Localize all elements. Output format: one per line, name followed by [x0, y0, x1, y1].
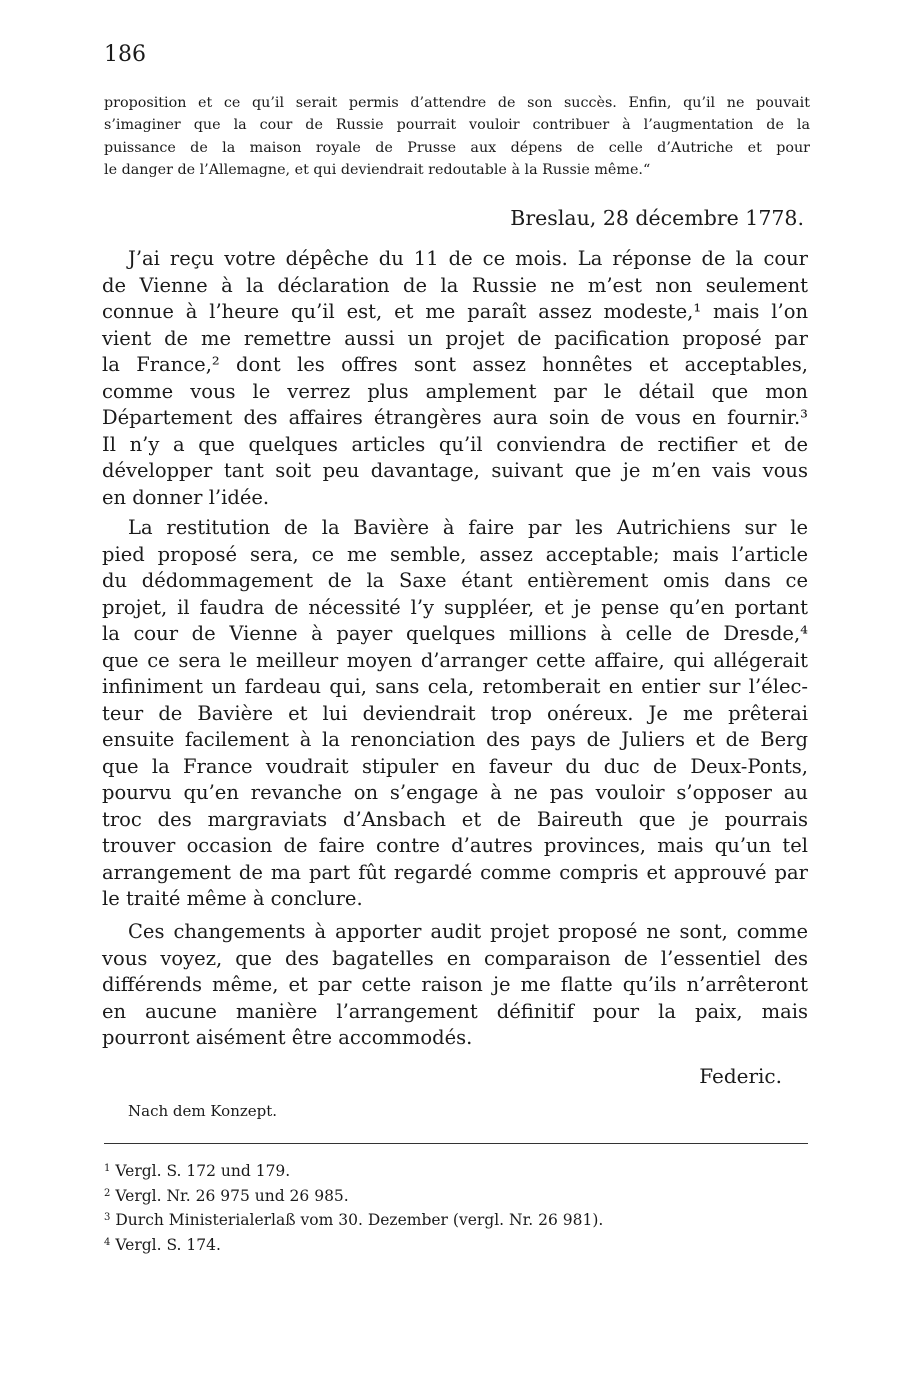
text-line: vous voyez, que des bagatelles en comparaison de l’essentiel des	[102, 946, 808, 970]
text-line: Département des affaires étrangères aura soin de vous en fournir.³	[102, 406, 808, 429]
paragraph-2	[102, 515, 808, 913]
footnote-text: Vergl. S. 174.	[115, 1235, 221, 1254]
text-line: J’ai reçu votre dépêche du 11 de ce mois. La réponse de la cour	[128, 247, 808, 270]
footnote-text: Vergl. Nr. 26 975 und 26 985.	[115, 1186, 349, 1205]
intro-line: s’imaginer que la cour de Russie pourrait vouloir contribuer à l’augmentation de la	[104, 117, 810, 134]
text-line: vient de me remettre aussi un projet de pacification proposé par	[102, 326, 808, 350]
intro-line: puissance de la maison royale de Prusse aux dépens de celle d’Autriche et pour	[104, 139, 810, 156]
intro-paragraph	[104, 92, 810, 181]
text-line: projet, il faudra de nécessité l’y suppléer, et je pense qu’en portant	[102, 595, 808, 619]
text-line: de Vienne à la déclaration de la Russie ne m’est non seulement	[102, 273, 808, 297]
text-line: pied proposé sera, ce me semble, assez acceptable; mais l’article	[102, 542, 808, 566]
footnotes	[104, 1158, 603, 1256]
text-line: arrangement de ma part fût regardé comme compris et approuvé par	[102, 860, 808, 884]
footnote-mark: 1	[104, 1163, 111, 1174]
signature: Federic.	[699, 1064, 782, 1088]
footnote-mark: 3	[104, 1212, 111, 1223]
source-note: Nach dem Konzept.	[128, 1102, 278, 1120]
page-number: 186	[104, 42, 146, 67]
intro-line: le danger de l’Allemagne, et qui deviendrait redoutable à la Russie même.“	[104, 161, 651, 178]
text-line: teur de Bavière et lui deviendrait trop onéreux. Je me prêterai	[102, 701, 808, 725]
text-line: en aucune manière l’arrangement définitif pour la paix, mais	[102, 999, 808, 1023]
text-line: comme vous le verrez plus amplement par le détail que mon	[102, 379, 808, 403]
footnote	[104, 1158, 603, 1183]
text-line: que la France voudrait stipuler en faveur du duc de Deux-Ponts,	[102, 754, 808, 778]
footnote-mark: 4	[104, 1236, 111, 1248]
text-line: pourvu qu’en revanche on s’engage à ne pas vouloir s’opposer au	[102, 781, 808, 804]
dateline: Breslau, 28 décembre 1778.	[510, 206, 804, 230]
text-line: la France,² dont les offres sont assez honnêtes et acceptables,	[102, 353, 808, 376]
footnote-rule	[104, 1143, 808, 1144]
text-line: en donner l’idée.	[102, 485, 270, 509]
text-line: le traité même à conclure.	[102, 887, 363, 910]
text-line: développer tant soit peu davantage, suivant que je m’en vais vous	[102, 459, 808, 482]
footnote-text: Vergl. S. 172 und 179.	[115, 1162, 291, 1180]
footnote	[104, 1207, 603, 1232]
text-line: infiniment un fardeau qui, sans cela, retomberait en entier sur l’élec-	[102, 675, 808, 698]
footnote	[104, 1183, 603, 1208]
text-line: ensuite facilement à la renonciation des pays de Juliers et de Berg	[102, 728, 808, 751]
text-line: du dédommagement de la Saxe étant entièrement omis dans ce	[102, 569, 808, 592]
text-line: La restitution de la Bavière à faire par les Autrichiens sur le	[128, 516, 808, 539]
text-line: troc des margraviats d’Ansbach et de Baireuth que je pourrais	[102, 807, 808, 831]
text-line: que ce sera le meilleur moyen d’arranger cette affaire, qui allégerait	[102, 648, 808, 672]
footnote	[104, 1232, 603, 1257]
paragraph-1	[102, 246, 808, 511]
text-line: Ces changements à apporter audit projet proposé ne sont, comme	[128, 920, 808, 943]
paragraph-3	[102, 919, 808, 1052]
text-line: connue à l’heure qu’il est, et me paraît assez modeste,¹ mais l’on	[102, 300, 808, 323]
text-line: Il n’y a que quelques articles qu’il conviendra de rectifier et de	[102, 432, 808, 456]
footnote-text: Durch Ministerialerlaß vom 30. Dezember (vergl. Nr. 26 981).	[115, 1211, 604, 1229]
text-line: pourront aisément être accommodés.	[102, 1026, 473, 1049]
text-line: trouver occasion de faire contre d’autres provinces, mais qu’un tel	[102, 834, 808, 857]
text-line: la cour de Vienne à payer quelques millions à celle de Dresde,⁴	[102, 622, 808, 645]
footnote-mark: 2	[104, 1187, 111, 1199]
intro-line: proposition et ce qu’il serait permis d’attendre de son succès. Enfin, qu’il ne pouvait	[104, 95, 810, 111]
text-line: différends même, et par cette raison je me flatte qu’ils n’arrêteront	[102, 973, 808, 996]
